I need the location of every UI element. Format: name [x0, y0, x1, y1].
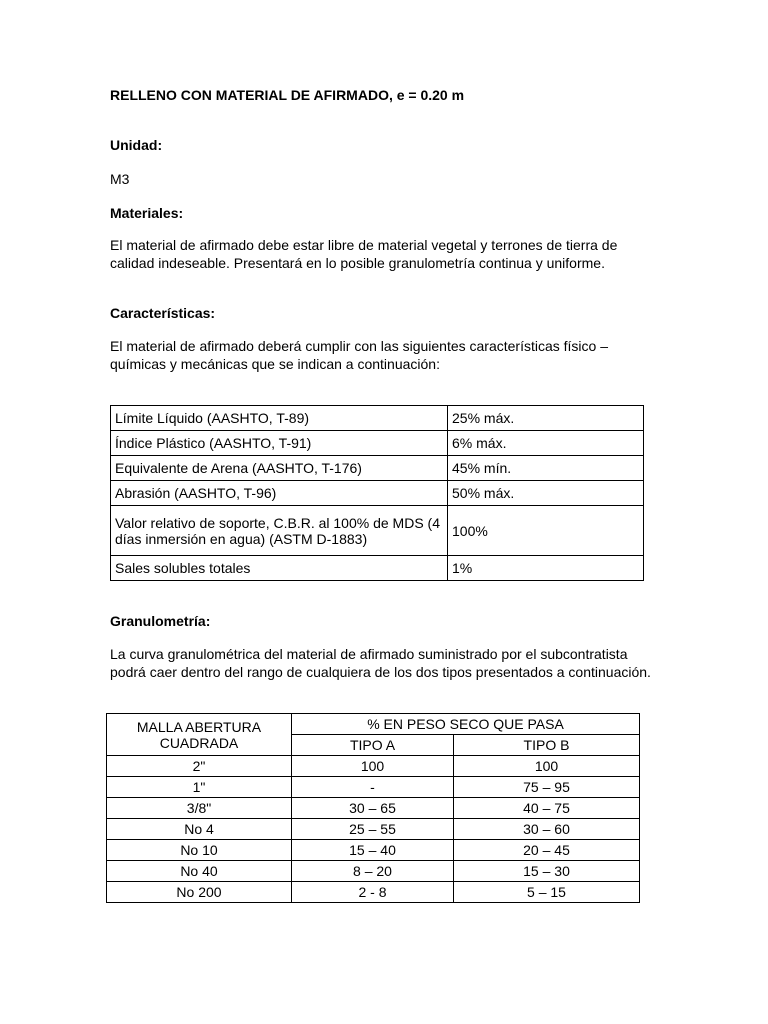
caracteristicas-heading: Características:: [110, 305, 216, 321]
property-name: Abrasión (AASHTO, T-96): [111, 481, 448, 506]
table-row: [107, 840, 640, 861]
table-row: [107, 798, 640, 819]
table-row: [111, 456, 644, 481]
table-row: [111, 506, 644, 556]
malla-cell: No 200: [107, 882, 292, 903]
tipo-b-cell: 30 – 60: [454, 819, 640, 840]
tipo-b-cell: 75 – 95: [454, 777, 640, 798]
gradation-table: [106, 713, 640, 903]
table-row: [111, 431, 644, 456]
table-row: [111, 481, 644, 506]
materiales-heading: Materiales:: [110, 205, 184, 221]
tipo-a-cell: 8 – 20: [292, 861, 454, 882]
property-value: 100%: [448, 506, 644, 556]
granulometria-heading: Granulometría:: [110, 613, 211, 629]
header-malla: MALLA ABERTURA CUADRADA: [107, 714, 292, 756]
malla-cell: 1": [107, 777, 292, 798]
property-name: Índice Plástico (AASHTO, T-91): [111, 431, 448, 456]
granulometria-paragraph: La curva granulométrica del material de afirmado suministrado por el subcontratista podrá caer dentro del rango de cualquiera de los dos tipos presentados a continuación.: [110, 646, 651, 680]
tipo-b-cell: 40 – 75: [454, 798, 640, 819]
unidad-heading: Unidad:: [110, 137, 163, 153]
table-row: [107, 819, 640, 840]
table-row: [107, 777, 640, 798]
header-tipo-b: TIPO B: [454, 735, 640, 756]
property-value: 25% máx.: [448, 406, 644, 431]
property-name: Equivalente de Arena (AASHTO, T-176): [111, 456, 448, 481]
malla-cell: No 4: [107, 819, 292, 840]
table-row: [111, 406, 644, 431]
malla-cell: No 10: [107, 840, 292, 861]
table-row: [107, 756, 640, 777]
tipo-a-cell: 30 – 65: [292, 798, 454, 819]
tipo-b-cell: 20 – 45: [454, 840, 640, 861]
table-header-row: [107, 714, 640, 735]
unidad-value: M3: [110, 171, 130, 187]
property-name: Sales solubles totales: [111, 556, 448, 581]
property-value: 6% máx.: [448, 431, 644, 456]
table-row: [111, 556, 644, 581]
tipo-a-cell: 2 - 8: [292, 882, 454, 903]
property-value: 50% máx.: [448, 481, 644, 506]
tipo-a-cell: -: [292, 777, 454, 798]
property-value: 1%: [448, 556, 644, 581]
malla-cell: 2": [107, 756, 292, 777]
tipo-a-cell: 25 – 55: [292, 819, 454, 840]
caracteristicas-paragraph: El material de afirmado deberá cumplir con las siguientes características físico – químicas y mecánicas que se indican a continuación:: [110, 338, 608, 372]
materiales-paragraph: El material de afirmado debe estar libre de material vegetal y terrones de tierra de calidad indeseable. Presentará en lo posible granulometría continua y uniforme.: [110, 237, 618, 271]
property-name: Valor relativo de soporte, C.B.R. al 100% de MDS (4 días inmersión en agua) (ASTM D-1883): [111, 506, 448, 556]
malla-cell: 3/8": [107, 798, 292, 819]
table-row: [107, 861, 640, 882]
table-row: [107, 882, 640, 903]
property-name: Límite Líquido (AASHTO, T-89): [111, 406, 448, 431]
header-tipo-a: TIPO A: [292, 735, 454, 756]
tipo-a-cell: 100: [292, 756, 454, 777]
properties-table: [110, 405, 644, 581]
tipo-a-cell: 15 – 40: [292, 840, 454, 861]
document-title: RELLENO CON MATERIAL DE AFIRMADO, e = 0.20 m: [110, 87, 465, 103]
property-value: 45% mín.: [448, 456, 644, 481]
header-peso: % EN PESO SECO QUE PASA: [292, 714, 640, 735]
tipo-b-cell: 100: [454, 756, 640, 777]
tipo-b-cell: 15 – 30: [454, 861, 640, 882]
tipo-b-cell: 5 – 15: [454, 882, 640, 903]
malla-cell: No 40: [107, 861, 292, 882]
